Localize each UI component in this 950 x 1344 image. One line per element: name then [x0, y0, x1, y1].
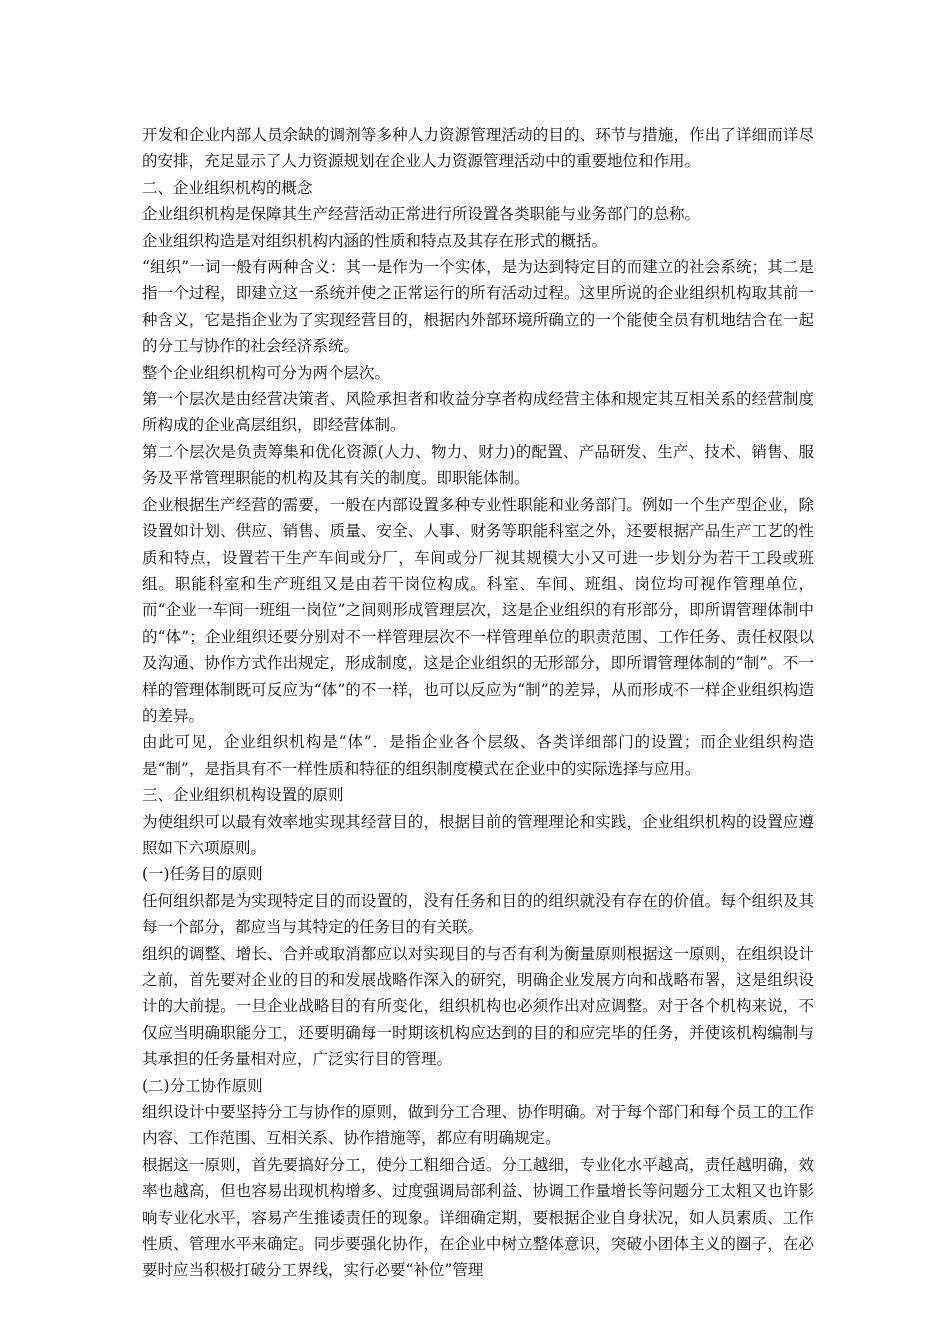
paragraph: “组织”一词一般有两种含义：其一是作为一个实体，是为达到特定目的而建立的社会系统；其二是指一个过程，即建立这一系统并使之正常运行的所有活动过程。这里所说的企业组织机构取其前一种含义，它是指企业为了实现经营目的，根据内外部环境所确立的一个能使全员有机地结合在一起的分工与协作的社会经济系统。 [142, 258, 814, 356]
paragraph: 为使组织可以最有效率地实现其经营目的，根据目前的管理理论和实践，企业组织机构的设置应遵照如下六项原则。 [142, 812, 814, 857]
subsection-heading-2: (二)分工协作原则 [142, 1076, 263, 1095]
paragraph: 组织的调整、增长、合并或取消都应以对实现目的与否有利为衡量原则根据这一原则，在组织设计之前，首先要对企业的目的和发展战略作深入的研究，明确企业发展方向和战略布署，这是组织设计的大前提。一旦企业战略目的有所变化，组织机构也必须作出对应调整。对于各个机构来说，不仅应当明确职能分工，还要明确每一时期该机构应达到的目的和应完毕的任务，并使该机构编制与其承担的任务量相对应，广泛实行目的管理。 [142, 944, 814, 1069]
paragraph: 企业组织构造是对组织机构内涵的性质和特点及其存在形式的概括。 [142, 231, 608, 250]
section-heading-3: 三、企业组织机构设置的原则 [142, 786, 344, 805]
paragraph: 第二个层次是负责筹集和优化资源(人力、物力、财力)的配置、产品研发、生产、技术、销售、服务及平常管理职能的机构及其有关的制度。即职能体制。 [142, 442, 814, 488]
subsection-heading-1: (一)任务目的原则 [142, 865, 263, 884]
document-body [142, 122, 814, 1284]
paragraph: 第一个层次是由经营决策者、风险承担者和收益分享者构成经营主体和规定其互相关系的经营制度所构成的企业高层组织，即经营体制。 [142, 390, 814, 435]
paragraph: 由此可见，企业组织机构是“体”．是指企业各个层级、各类详细部门的设置；而企业组织构造是“制”，是指具有不一样性质和特征的组织制度模式在企业中的实际选择与应用。 [142, 733, 814, 778]
paragraph: 整个企业组织机构可分为两个层次。 [142, 363, 391, 382]
paragraph: 企业根据生产经营的需要，一般在内部设置多种专业性职能和业务部门。例如一个生产型企业，除设置如计划、供应、销售、质量、安全、人事、财务等职能科室之外，还要根据产品生产工艺的性质和特点，设置若干生产车间或分厂，车间或分厂视其规模大小又可进一步划分为若干工段或班组。职能科室和生产班组又是由若干岗位构成。科室、车间、班组、岗位均可视作管理单位，而“企业一车间一班组一岗位”之间则形成管理层次，这是企业组织的有形部分，即所谓管理体制中的“体”；企业组织还要分别对不一样管理层次不一样管理单位的职责范围、工作任务、责任权限以及沟通、协作方式作出规定，形成制度，这是企业组织的无形部分，即所谓管理体制的“制”。不一样的管理体制既可反应为“体”的不一样，也可以反应为“制”的差异，从而形成不一样企业组织构造的差异。 [142, 495, 814, 725]
paragraph: 企业组织机构是保障其生产经营活动正常进行所设置各类职能与业务部门的总称。 [142, 205, 701, 224]
section-heading-2: 二、企业组织机构的概念 [142, 178, 313, 197]
paragraph-continuation: 开发和企业内部人员余缺的调剂等多种人力资源管理活动的目的、环节与措施，作出了详细而详尽的安排，充足显示了人力资源规划在企业人力资源管理活动中的重要地位和作用。 [142, 126, 814, 171]
paragraph: 组织设计中要坚持分工与协作的原则，做到分工合理、协作明确。对于每个部门和每个员工的工作内容、工作范围、互相关系、协作措施等，都应有明确规定。 [142, 1103, 814, 1148]
paragraph: 根据这一原则，首先要搞好分工，使分工粗细合适。分工越细，专业化水平越高，责任越明确，效率也越高，但也容易出现机构增多、过度强调局部利益、协调工作量增长等问题分工太粗又也许影响专业化水平，容易产生推诿责任的现象。详细确定期，要根据企业自身状况，如人员素质、工作性质、管理水平来确定。同步要强化协作，在企业中树立整体意识，突破小团体主义的圈子，在必要时应当积极打破分工界线，实行必要“补位”管理 [142, 1155, 814, 1280]
paragraph: 任何组织都是为实现特定目的而设置的，没有任务和目的的组织就没有存在的价值。每个组织及其每一个部分，都应当与其特定的任务目的有关联。 [142, 891, 814, 937]
